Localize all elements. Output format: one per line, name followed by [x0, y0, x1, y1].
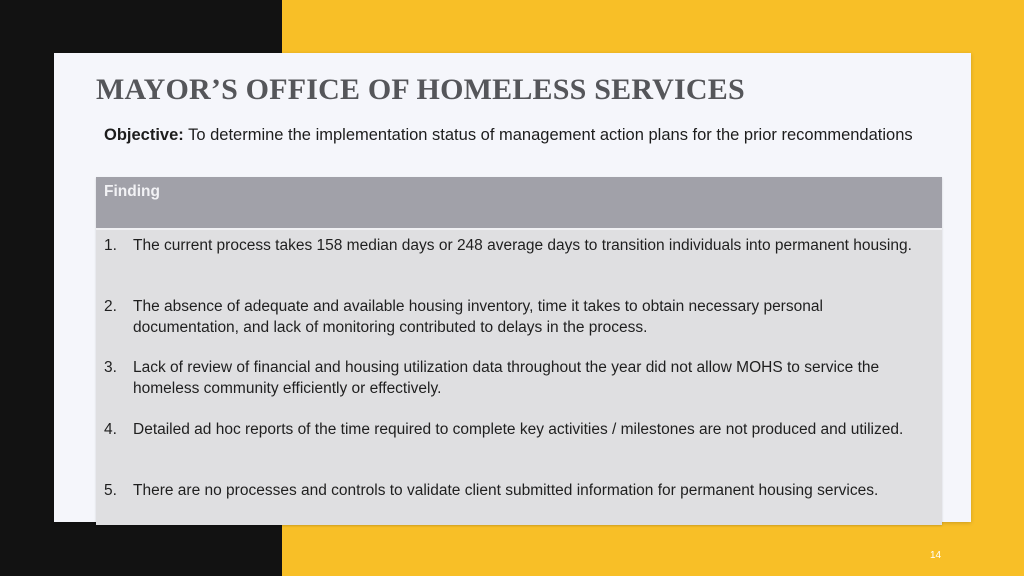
- table-body: [96, 230, 942, 525]
- finding-number: 5.: [104, 482, 117, 499]
- table-header: [96, 177, 942, 230]
- finding-text: The current process takes 158 median days or 248 average days to transition individuals into permanent housing.: [133, 237, 912, 254]
- slide-title: MAYOR’S OFFICE OF HOMELESS SERVICES: [96, 73, 745, 106]
- finding-text: There are no processes and controls to validate client submitted information for permanent housing services.: [133, 482, 879, 499]
- table-header-label: Finding: [104, 183, 160, 200]
- finding-text: The absence of adequate and available housing inventory, time it takes to obtain necessary personal documentation, and lack of monitoring contributed to delays in the process.: [133, 298, 823, 336]
- objective-label: Objective:: [104, 126, 184, 144]
- findings-table: [96, 177, 942, 525]
- finding-number: 3.: [104, 359, 117, 376]
- finding-text: Detailed ad hoc reports of the time required to complete key activities / milestones are not produced and utilized.: [133, 421, 904, 438]
- finding-text: Lack of review of financial and housing utilization data throughout the year did not allow MOHS to service the homeless community efficiently or effectively.: [133, 359, 880, 397]
- page-number: 14: [930, 550, 942, 561]
- finding-number: 4.: [104, 421, 117, 438]
- finding-number: 2.: [104, 298, 117, 315]
- objective-body: To determine the implementation status of management action plans for the prior recommendations: [188, 126, 913, 144]
- objective-text: [104, 124, 934, 147]
- finding-number: 1.: [104, 237, 117, 254]
